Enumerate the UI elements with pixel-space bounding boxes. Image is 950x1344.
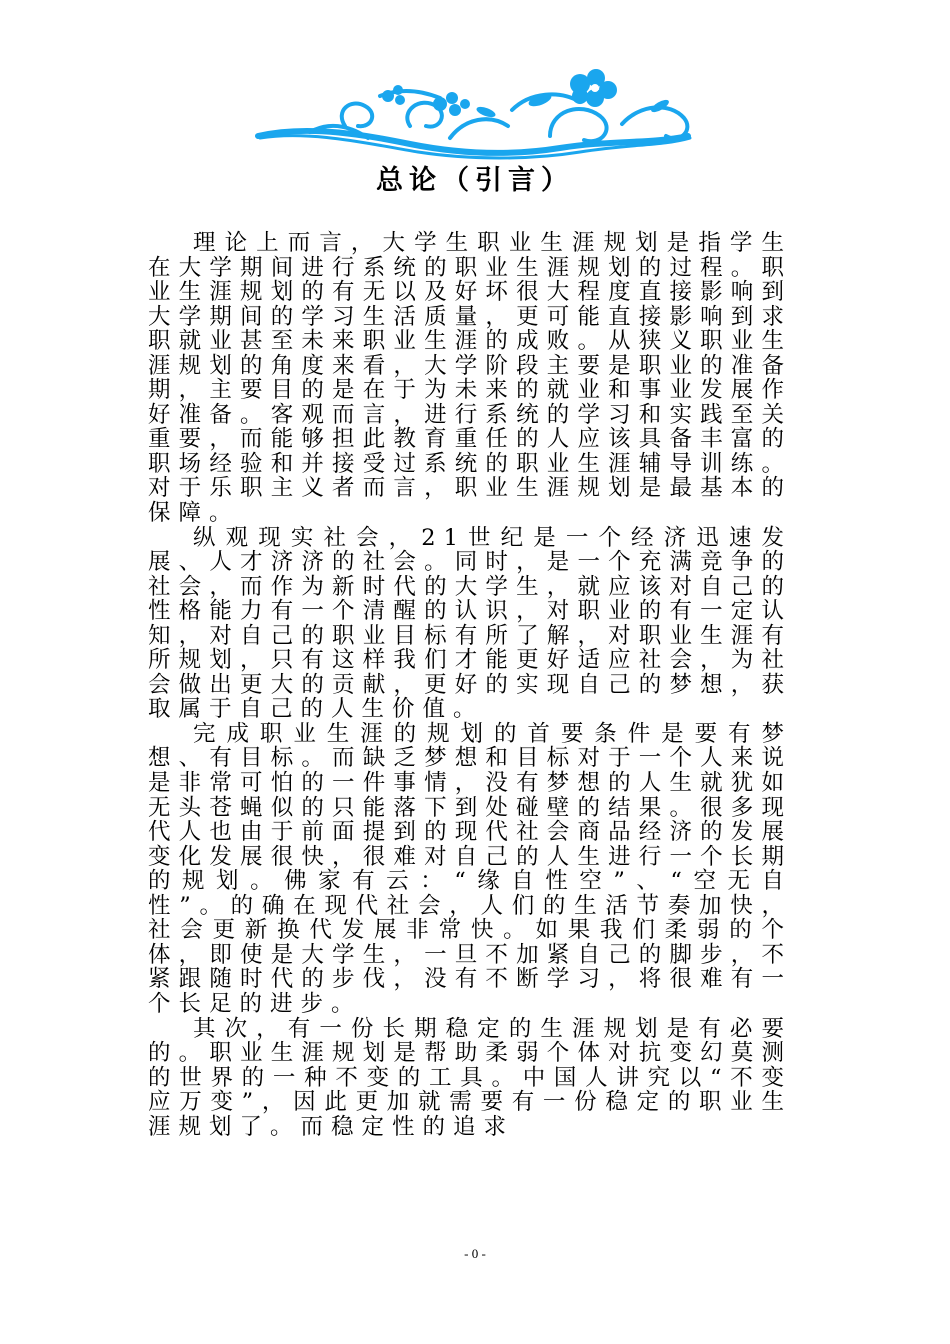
page-number: - 0 - [464, 1246, 486, 1261]
page-title: 总论（引言） [376, 165, 574, 196]
body-text [148, 231, 792, 1139]
paragraph: 理论上而言，大学生职业生涯规划是指学生在大学期间进行系统的职业生涯规划的过程。职业生涯规划的有无以及好坏很大程度直接影响到大学期间的学习生活质量，更可能直接影响到求职就业甚至未来职业生涯的成败。从狭义职业生涯规划的角度来看，大学阶段主要是职业的准备期，主要目的是在于为未来的就业和事业发展作好准备。客观而言，进行系统的学习和实践至关重要，而能够担此教育重任的人应该具备丰富的职场经验和并接受过系统的职业生涯辅导训练。对于乐职主义者而言，职业生涯规划是最基本的保障。 [148, 230, 792, 527]
paragraph: 纵观现实社会，21世纪是一个经济迅速发展、人才济济的社会。同时，是一个充满竞争的社会，而作为新时代的大学生，就应该对自己的性格能力有一个清醒的认识，对职业的有一定认知，对自己的职业目标有所了解，对职业生涯有所规划，只有这样我们才能更好适应社会，为社会做出更大的贡献，更好的实现自己的梦想，获取属于自己的人生价值。 [148, 524, 792, 723]
paragraph: 其次，有一份长期稳定的生涯规划是有必要的。职业生涯规划是帮助柔弱个体对抗变幻莫测的世界的一种不变的工具。中国人讲究以“不变应万变”，因此更加就需要有一份稳定的职业生涯规划了。而稳定性的追求 [148, 1015, 792, 1140]
paragraph: 完成职业生涯的规划的首要条件是要有梦想、有目标。而缺乏梦想和目标对于一个人来说是非常可怕的一件事情，没有梦想的人生就犹如无头苍蝇似的只能落下到处碰壁的结果。很多现代人也由于前面提到的现代社会商品经济的发展变化发展很快，很难对自己的人生进行一个长期的规划。佛家有云：“缘自性空”、“空无自性”。的确在现代社会，人们的生活节奏加快，社会更新换代发展非常快。如果我们柔弱的个体，即使是大学生，一旦不加紧自己的脚步，不紧跟随时代的步伐，没有不断学习，将很难有一个长足的进步。 [148, 720, 792, 1017]
floral-scroll-ornament-icon [250, 66, 700, 166]
